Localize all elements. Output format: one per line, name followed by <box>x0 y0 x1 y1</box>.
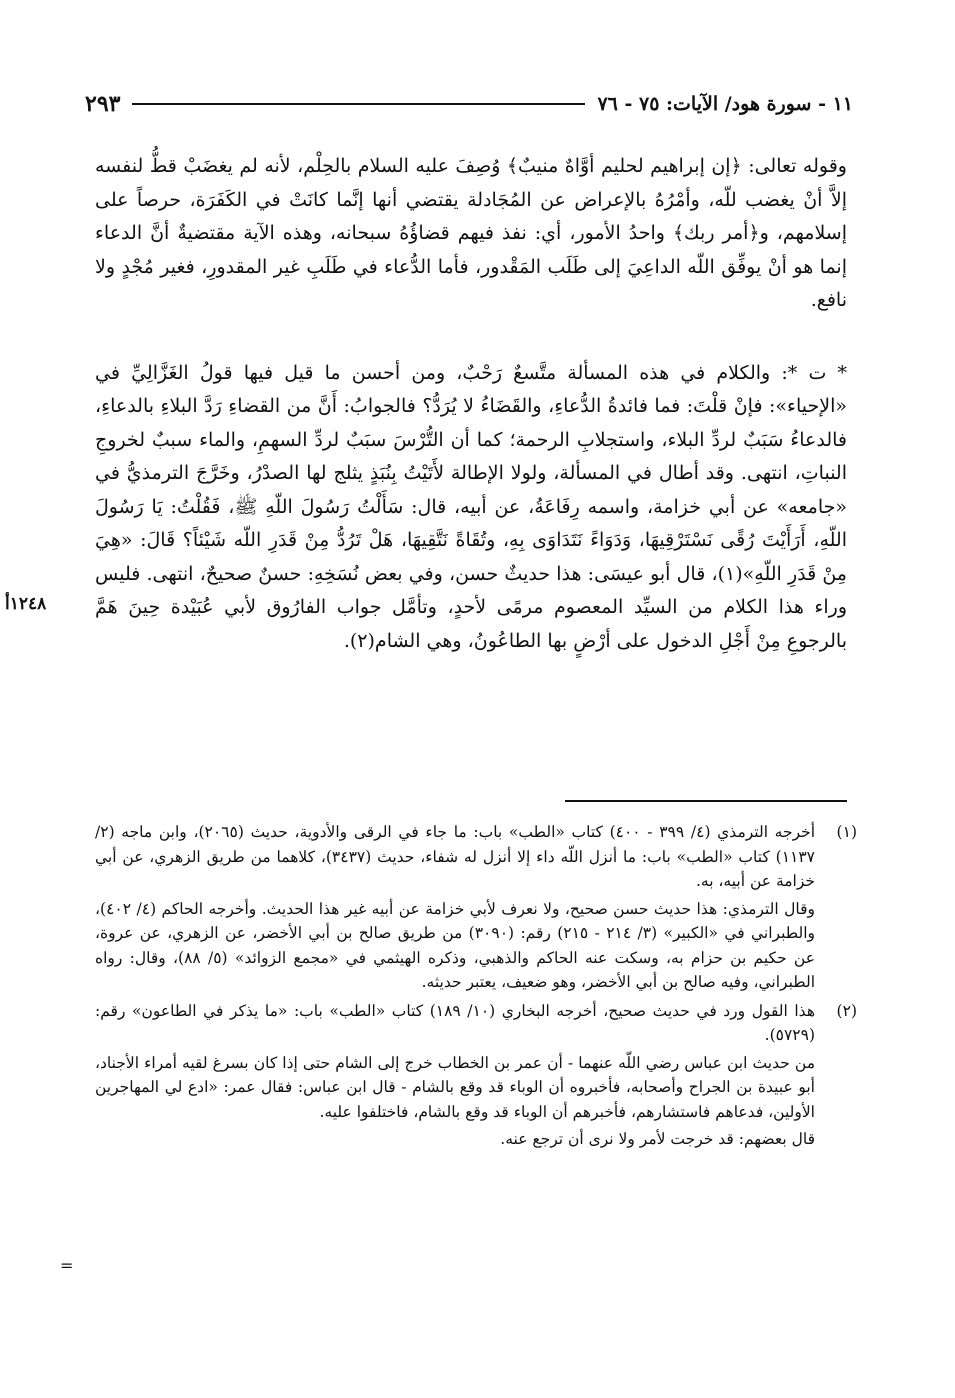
footnote-number: (٢) <box>836 1001 857 1020</box>
main-text <box>95 150 847 658</box>
footnote-separator <box>565 800 847 802</box>
footnote-paragraph: وقال الترمذي: هذا حديث حسن صحيح، ولا نعرف لأبي خزامة عن أبيه غير هذا الحديث. وأخرجه الحاكم (٤/ ٤٠٢)، والطبراني في «الكبير» (٣/ ٢١٤ - ٢١٥) رقم: (٣٠٩٠) من طريق صالح بن أبي الأخضر، عن الزهري، عن عروة، عن حكيم بن حزام به، وسكت عنه الحاكم والذهبي، وذكره الهيثمي في «مجمع الزوائد» (٥/ ٨٨)، وقال: رواه الطبراني، وفيه صالح بن أبي الأخضر، وهو ضعيف، يعتبر حديثه. <box>95 899 815 991</box>
footnotes <box>95 820 857 1152</box>
paragraph-author-note: * ت *: والكلام في هذه المسألة متَّسعٌ رَحْبٌ، ومن أحسن ما قيل فيها قولُ الغَزَّالِيِّ في «الإحياء»: فإنْ قلْتَ: فما فائدةُ الدُّعاءِ، والقَضَاءُ لا يُرَدُّ؟ فالجوابُ: أَنَّ من القضاءِ رَدَّ البلاءِ بالدعاءِ، فالدعاءُ سَبَبٌ لردِّ البلاء، واستجلابِ الرحمة؛ كما أن التُّرْسَ سبَبٌ لردِّ السهمِ، والماء سببٌ لخروجِ النباتِ، انتهى. وقد أطال في المسألة، ولولا الإطالة لأَتَيْتُ بِنُبَذٍ يثلج لها الصدْرُ، وخَرَّجَ الترمذيُّ في «جامعه» عن أبي خزامة، واسمه رِفَاعَةُ، عن أبيه، قال: سَأَلْتُ رَسُولَ اللّهِ ﷺ، فَقُلْتُ: يَا رَسُولَ اللّهِ، أَرَأَيْتَ رُقًى نَسْتَرْقِيهَا، وَدَوَاءً نَتَدَاوَى بِهِ، وتُقَاةً نَتَّقِيهَا، هَلْ تَرُدُّ مِنْ قَدَرِ اللّه شَيْئاً؟ قَالَ: «هِيَ مِنْ قَدَرِ اللّهِ»(١)، قال أبو عيسَى: هذا حديثٌ حسن، وفي بعض نُسَخِهِ: حسنٌ صحيحٌ، انتهى. فليس وراء هذا الكلام من السيِّد المعصوم مرمًى لأحدٍ، وتأمَّل جواب الفارُوق لأبي عُبَيْدة حِينَ هَمَّ بالرجوعِ مِنْ أَجْلِ الدخول على أرْضٍ بها الطاعُونُ، وهي الشام(٢). <box>95 361 847 652</box>
footnote <box>95 999 857 1152</box>
header-rule <box>132 103 585 105</box>
footnote-number: (١) <box>836 823 857 841</box>
running-title: ١١ - سورة هود/ الآيات: ٧٥ - ٧٦ <box>597 93 853 115</box>
footnote-paragraph: من حديث ابن عباس رضي اللّه عنهما - أن عمر بن الخطاب خرج إلى الشام حتى إذا كان بسرغ لقيه أمراء الأجناد، أبو عبيدة بن الجراح وأصحابه، فأخبروه أن الوباء قد وقع بالشام - قال ابن عباس: فقال عمر: «ادع لي المهاجرين الأولين، فدعاهم فاستشارهم، فأخبرهم أن الوباء قد وقع بالشام، فاختلفوا عليه. <box>95 1053 815 1121</box>
footnote-paragraph: قال بعضهم: قد خرجت لأمر ولا نرى أن ترجع عنه. <box>500 1130 815 1148</box>
paragraph-commentary: وقوله تعالى: ﴿إن إبراهيم لحليم أوَّاهٌ منيبٌ﴾ وُصِفَ عليه السلام بالحِلْم، لأنه لم يغضَبْ قطُّ لنفسه إلاَّ أنْ يغضب للّه، وأمْرُهُ بالإعراض عن المُجَادلة يقتضي أنها إنَّما كانَتْ في الكَفَرَة، حرصاً على إسلامهم، و﴿أمر ربك﴾ واحدُ الأمور، أي: نفذ فيهم قضاؤُهُ سبحانه، وهذه الآية مقتضيةٌ أنَّ الدعاء إنما هو أنْ يوفِّق اللّه الداعِيَ إلى طَلَب المَقْدور، فأما الدُّعاء في طَلَبِ غير المقدورِ، فغير مُجْدٍ ولا نافع. <box>95 155 847 311</box>
footnote <box>95 820 857 995</box>
page-header <box>85 86 853 122</box>
footnote-body <box>95 999 815 1152</box>
manuscript-folio-marker: ١٢٤٨أ <box>5 594 47 614</box>
footnote-paragraph: أخرجه الترمذي (٤/ ٣٩٩ - ٤٠٠) كتاب «الطب» باب: ما جاء في الرقى والأدوية، حديث (٢٠٦٥)، وابن ماجه (٢/ ١١٣٧) كتاب «الطب» باب: ما أنزل اللّه داء إلا أنزل له شفاء، حديث (٣٤٣٧)، كلاهما من طريق الزهري، عن أبي خزامة عن أبيه، به. <box>95 823 816 890</box>
footnote-paragraph: هذا القول ورد في حديث صحيح، أخرجه البخاري (١٠/ ١٨٩) كتاب «الطب» باب: «ما يذكر في الطاعون» رقم: (٥٧٢٩). <box>95 1001 815 1044</box>
footnote-body <box>95 820 815 995</box>
continuation-mark: = <box>60 1256 74 1275</box>
page-number: ٢٩٣ <box>85 91 121 117</box>
